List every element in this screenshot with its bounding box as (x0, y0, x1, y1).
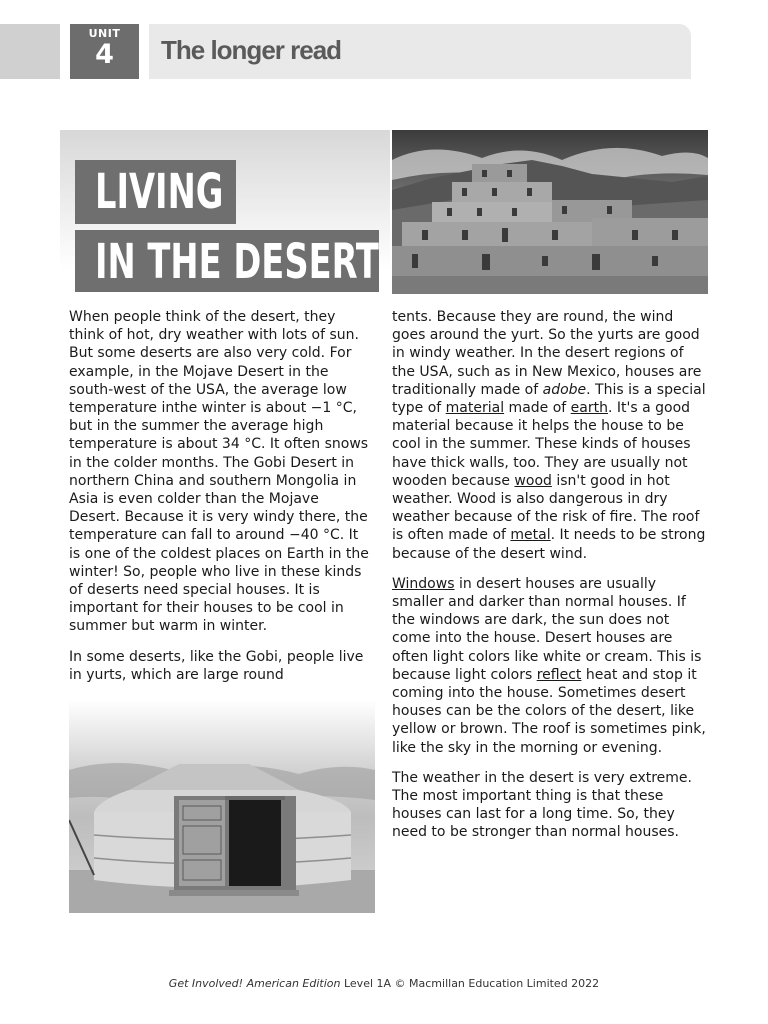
article-title-line-2: IN THE DESERT (75, 230, 379, 292)
paragraph: When people think of the desert, they think of hot, dry weather with lots of sun. But some deserts are also very cold. For example, in the Mojave Desert in the south-west of the USA, the average low temperature inthe winter is about −1 °C, but in the summer the average high temperature is about 34 °C. It often snows in the colder months. The Gobi Desert in northern China and southern Mongolia in Asia is even colder than the Mojave Desert. Because it is very windy there, the temperature can fall to around −40 °C. It is one of the coldest places on Earth in the winter! So, people who live in these kinds of deserts need special houses. It is important for their houses to be cool in summer but warm in winter. (69, 309, 369, 635)
vocab-material: material (445, 400, 505, 417)
vocab-reflect: reflect (536, 666, 582, 683)
unit-label: UNIT (88, 27, 121, 40)
paragraph: tents. Because they are round, the wind goes around the yurt. So the yurts are good in windy weather. In the desert regions of the USA, such as in New Mexico, houses are traditionally made of adobe. This is a special type of material made of earth. It's a good material because it helps the house to be cool in the summer. These kinds of houses have thick walls, too. They are usually not wooden because wood isn't good in hot weather. Wood is also dangerous in dry weather because of the risk of fire. The roof is often made of metal. It needs to be strong because of the desert wind. (392, 309, 706, 562)
article-column-right (392, 308, 708, 854)
paragraph: Windows in desert houses are usually smaller and darker than normal houses. If the windows are dark, the sun does not come into the house. Desert houses are often light colors like white or cream. This is because light colors reflect heat and stop it coming into the house. Sometimes desert houses can be the colors of the desert, like yellow or brown. The roof is sometimes pink, like the sky in the morning or evening. (392, 575, 706, 756)
section-header-bar (149, 24, 691, 79)
vocab-windows: Windows (392, 575, 455, 592)
header-side-strip (0, 24, 60, 79)
vocab-earth: earth (570, 400, 608, 417)
yurt-photo (69, 700, 375, 913)
term-adobe: adobe (542, 381, 587, 398)
unit-badge (70, 24, 139, 79)
book-title: Get Involved! American Edition (168, 977, 341, 990)
vocab-metal: metal (510, 527, 551, 544)
section-title: The longer read (161, 35, 342, 65)
article-title-line-1: LIVING (75, 160, 236, 224)
page-footer (0, 977, 768, 990)
article-column-left (69, 308, 373, 696)
paragraph: In some deserts, like the Gobi, people live in yurts, which are large round (69, 648, 364, 683)
vocab-wood: wood (514, 472, 552, 489)
adobe-pueblo-photo (392, 130, 708, 294)
paragraph: The weather in the desert is very extreme. The most important thing is that these houses can last for a long time. So, they need to be stronger than normal houses. (392, 769, 692, 841)
unit-number: 4 (95, 39, 114, 70)
copyright-text: Level 1A © Macmillan Education Limited 2022 (340, 977, 600, 990)
